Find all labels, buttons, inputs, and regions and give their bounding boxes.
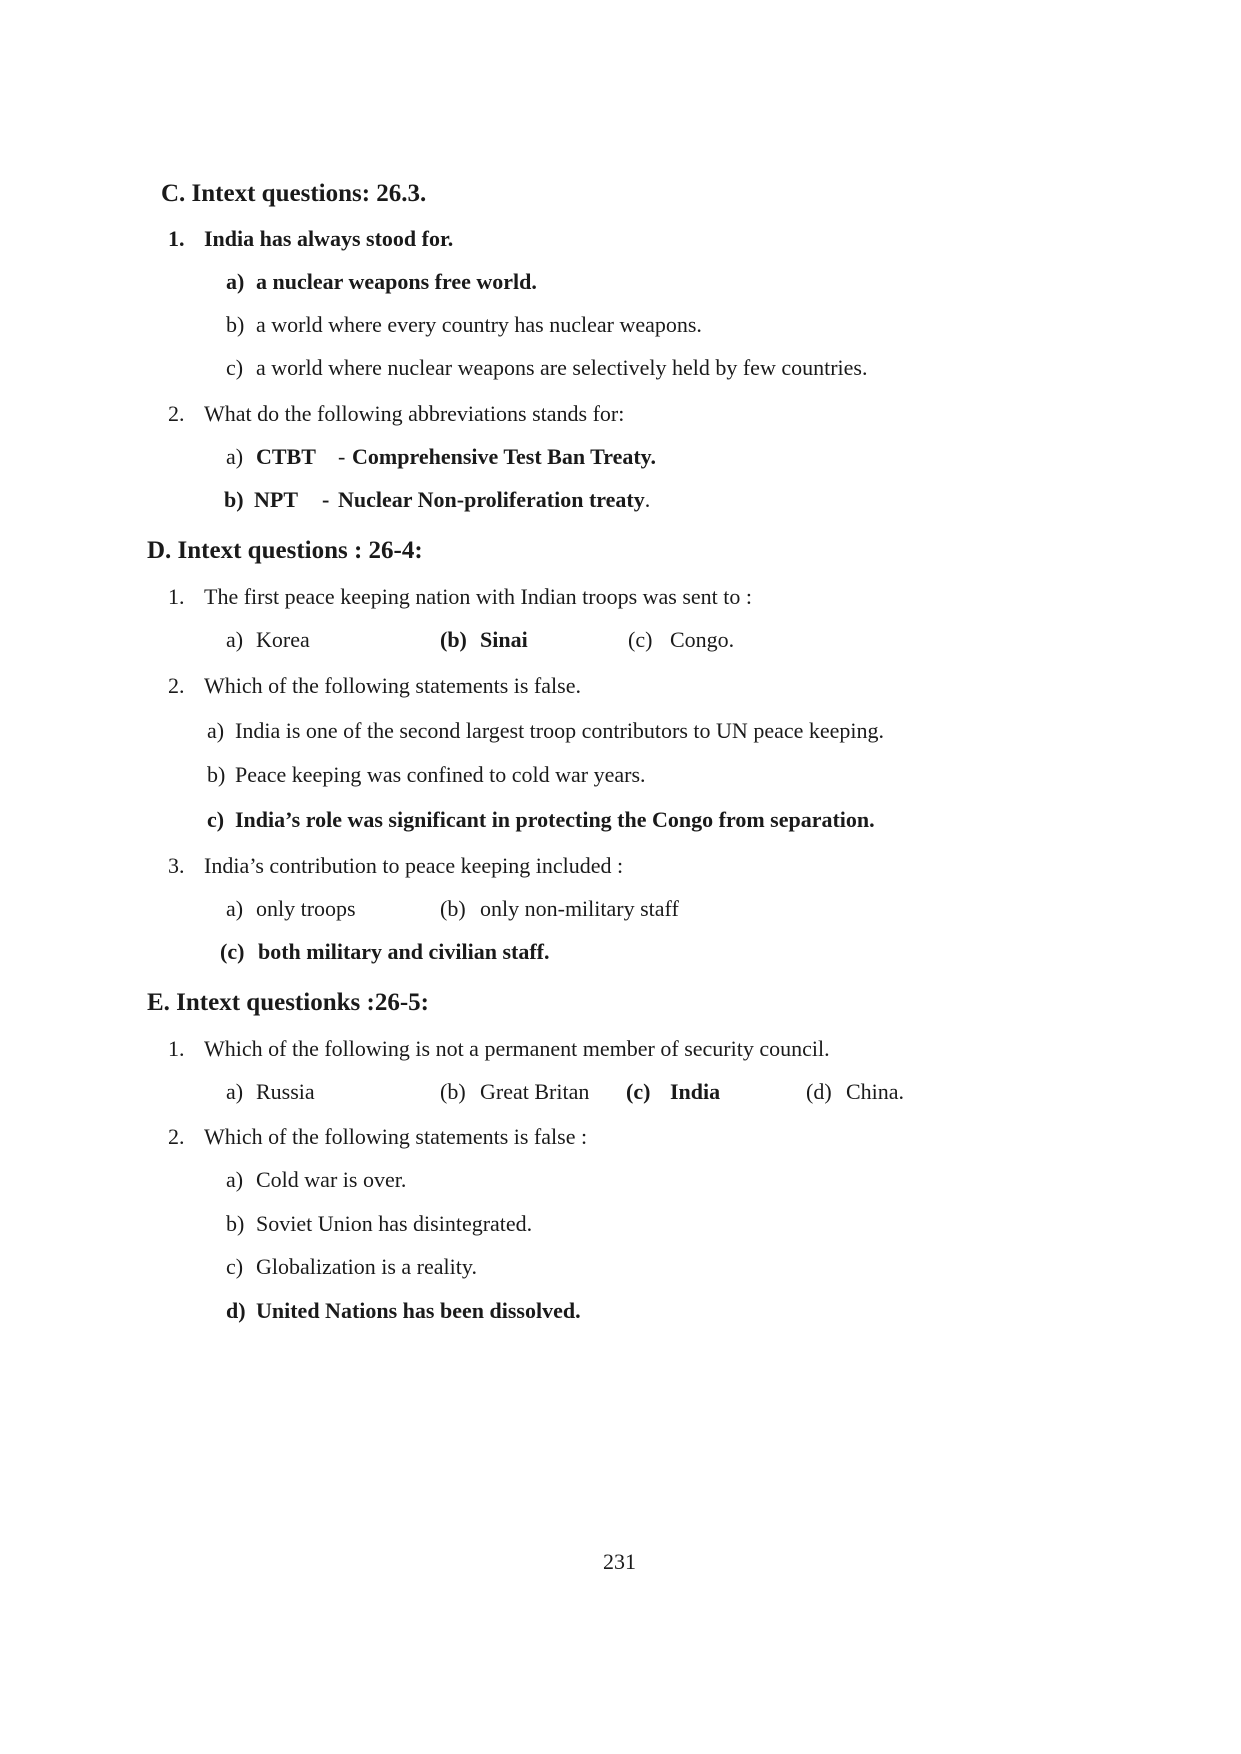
question-d2 xyxy=(168,673,581,699)
option-marker: (c) xyxy=(628,627,653,652)
option-d1-a xyxy=(226,627,310,653)
question-d1 xyxy=(168,584,752,610)
option-text: a world where every country has nuclear weapons. xyxy=(256,312,702,337)
option-marker: c) xyxy=(226,355,244,380)
option-c1-b xyxy=(226,312,702,338)
option-marker: a) xyxy=(226,1079,244,1104)
option-e2-b xyxy=(226,1211,532,1237)
question-text: The first peace keeping nation with Indian troops was sent to : xyxy=(204,584,753,609)
option-text: Congo. xyxy=(670,627,735,652)
option-c1-c xyxy=(226,355,867,381)
question-text: Which of the following statements is false : xyxy=(204,1124,588,1149)
expansion: Comprehensive Test Ban Treaty. xyxy=(352,444,656,469)
option-text: a world where nuclear weapons are selectively held by few countries. xyxy=(256,355,868,380)
question-number: 2. xyxy=(168,1124,185,1149)
option-d2-c xyxy=(207,807,875,833)
option-d1-c xyxy=(628,627,734,653)
option-marker: (b) xyxy=(440,896,466,921)
option-text: Cold war is over. xyxy=(256,1167,407,1192)
option-marker: a) xyxy=(207,718,225,743)
option-text: India is one of the second largest troop contributors to UN peace keeping. xyxy=(235,718,885,743)
question-c1 xyxy=(168,226,453,252)
option-text: China. xyxy=(846,1079,905,1104)
option-c2-a xyxy=(226,444,656,470)
option-d2-b xyxy=(207,762,646,788)
option-e1-d xyxy=(806,1079,904,1105)
option-text: Peace keeping was confined to cold war years. xyxy=(235,762,646,787)
abbreviation: CTBT xyxy=(256,444,316,469)
end-punctuation: . xyxy=(644,487,651,512)
option-marker: (b) xyxy=(440,1079,466,1104)
option-c1-a xyxy=(226,269,537,295)
question-text: Which of the following statements is false. xyxy=(204,673,581,698)
question-e2 xyxy=(168,1124,587,1150)
option-text: Russia xyxy=(256,1079,315,1104)
option-marker: a) xyxy=(226,896,244,921)
option-marker: a) xyxy=(226,1167,244,1192)
option-e1-b xyxy=(440,1079,589,1105)
question-number: 1. xyxy=(168,1036,185,1061)
question-e1 xyxy=(168,1036,830,1062)
option-marker: a) xyxy=(226,627,244,652)
separator: - xyxy=(322,487,330,512)
option-d3-a xyxy=(226,896,356,922)
option-d3-c xyxy=(220,939,550,965)
option-text: United Nations has been dissolved. xyxy=(256,1298,581,1323)
option-marker: b) xyxy=(226,1211,245,1236)
question-number: 2. xyxy=(168,401,185,426)
option-marker: a) xyxy=(226,444,244,469)
option-e2-d xyxy=(226,1298,581,1324)
question-number: 2. xyxy=(168,673,185,698)
option-d3-b xyxy=(440,896,679,922)
section-c-heading: C. Intext questions: 26.3. xyxy=(161,180,427,207)
option-text: India xyxy=(670,1079,721,1104)
option-c2-b xyxy=(224,487,650,513)
option-text: Globalization is a reality. xyxy=(256,1254,477,1279)
section-e-heading: E. Intext questionks :26-5: xyxy=(147,989,429,1016)
option-text: both military and civilian staff. xyxy=(258,939,550,964)
option-text: Soviet Union has disintegrated. xyxy=(256,1211,533,1236)
option-marker: b) xyxy=(207,762,226,787)
abbreviation: NPT xyxy=(254,487,298,512)
option-marker: (c) xyxy=(626,1079,651,1104)
option-marker: b) xyxy=(226,312,245,337)
option-text: a nuclear weapons free world. xyxy=(256,269,537,294)
separator: - xyxy=(338,444,346,469)
option-marker: b) xyxy=(224,487,244,512)
option-e2-c xyxy=(226,1254,477,1280)
option-text: India’s role was significant in protecting the Congo from separation. xyxy=(235,807,875,832)
question-text: Which of the following is not a permanent member of security council. xyxy=(204,1036,830,1061)
question-number: 1. xyxy=(168,226,185,251)
option-text: only non-military staff xyxy=(480,896,679,921)
question-number: 1. xyxy=(168,584,185,609)
option-text: Korea xyxy=(256,627,310,652)
option-text: Great Britan xyxy=(480,1079,590,1104)
option-e2-a xyxy=(226,1167,406,1193)
question-text: India’s contribution to peace keeping included : xyxy=(204,853,624,878)
option-marker: (c) xyxy=(220,939,245,964)
option-text: only troops xyxy=(256,896,356,921)
question-number: 3. xyxy=(168,853,185,878)
option-e1-a xyxy=(226,1079,315,1105)
question-text: India has always stood for. xyxy=(204,226,454,251)
option-e1-c xyxy=(626,1079,720,1105)
option-d2-a xyxy=(207,718,884,744)
page-number: 231 xyxy=(603,1549,636,1574)
option-marker: (d) xyxy=(806,1079,832,1104)
option-d1-b xyxy=(440,627,528,653)
option-marker: d) xyxy=(226,1298,246,1323)
option-marker: (b) xyxy=(440,627,467,652)
question-text: What do the following abbreviations stands for: xyxy=(204,401,625,426)
expansion: Nuclear Non-proliferation treaty xyxy=(338,487,645,512)
option-text: Sinai xyxy=(480,627,528,652)
question-c2 xyxy=(168,401,624,427)
section-d-heading: D. Intext questions : 26-4: xyxy=(147,537,423,564)
option-marker: c) xyxy=(207,807,225,832)
option-marker: a) xyxy=(226,269,245,294)
option-marker: c) xyxy=(226,1254,244,1279)
question-d3 xyxy=(168,853,623,879)
